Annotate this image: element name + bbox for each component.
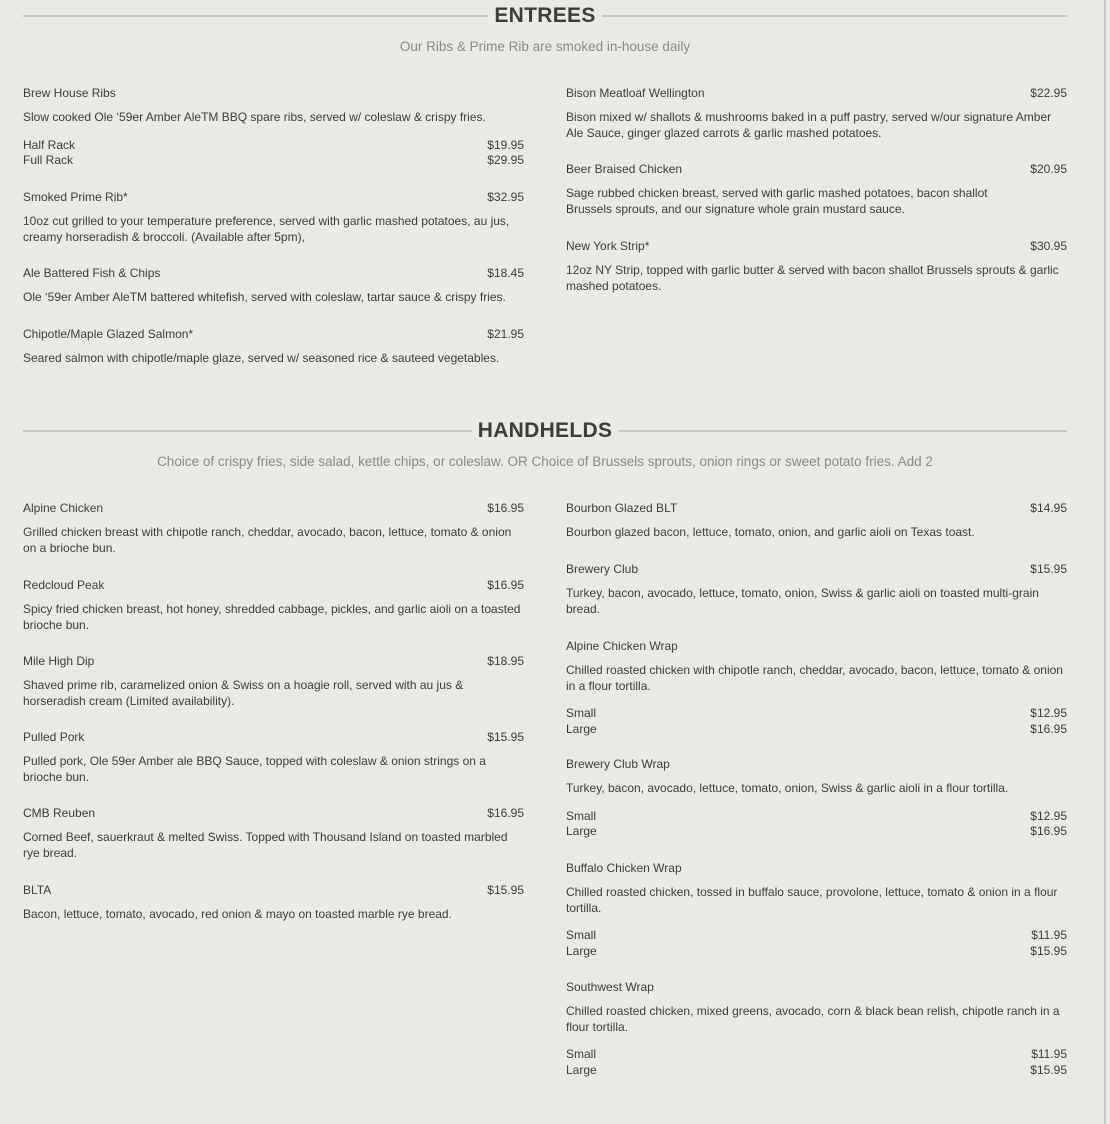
item-name: Alpine Chicken bbox=[23, 501, 104, 515]
size-label: Large bbox=[566, 721, 597, 736]
item-description: Chilled roasted chicken, mixed greens, avocado, corn & black bean relish, chipotle ranch in a flour tortilla. bbox=[566, 1004, 1060, 1034]
menu-item bbox=[566, 501, 1067, 541]
entrees-header bbox=[23, 1, 1067, 31]
menu-item bbox=[23, 578, 524, 633]
handhelds-header bbox=[23, 416, 1067, 446]
menu-item bbox=[566, 861, 1067, 959]
size-price: $19.95 bbox=[487, 137, 524, 152]
item-description: Turkey, bacon, avocado, lettuce, tomato, onion, Swiss & garlic aioli on toasted multi-grain bread. bbox=[566, 586, 1039, 616]
size-label: Half Rack bbox=[23, 137, 76, 152]
item-name: Bison Meatloaf Wellington bbox=[566, 86, 705, 100]
item-price: $22.95 bbox=[1030, 86, 1067, 100]
size-label: Large bbox=[566, 943, 597, 958]
item-price: $14.95 bbox=[1030, 501, 1067, 515]
item-description: 10oz cut grilled to your temperature preference, served with garlic mashed potatoes, au jus, creamy horseradish & broccoli. (Available after 5pm), bbox=[23, 214, 510, 244]
item-description: Chilled roasted chicken with chipotle ranch, cheddar, avocado, bacon, lettuce, tomato & onion in a flour tortilla. bbox=[566, 663, 1063, 693]
item-price: $18.45 bbox=[487, 266, 524, 280]
item-description: Seared salmon with chipotle/maple glaze, served w/ seasoned rice & sauteed vegetables. bbox=[23, 351, 500, 365]
divider-line bbox=[23, 15, 488, 17]
size-options bbox=[23, 138, 524, 169]
item-name: Bourbon Glazed BLT bbox=[566, 501, 678, 515]
size-label: Small bbox=[566, 706, 597, 720]
menu-item bbox=[23, 730, 524, 785]
size-price: $16.95 bbox=[1030, 721, 1067, 736]
section-title: HANDHELDS bbox=[477, 419, 613, 442]
size-price: $12.95 bbox=[1030, 808, 1067, 823]
item-price: $21.95 bbox=[487, 327, 524, 341]
item-name: Buffalo Chicken Wrap bbox=[566, 861, 682, 875]
menu-item bbox=[23, 883, 524, 923]
menu-item bbox=[566, 239, 1067, 294]
menu-item bbox=[23, 806, 524, 861]
item-price: $16.95 bbox=[487, 578, 524, 592]
section-title: ENTREES bbox=[494, 4, 596, 27]
size-label: Large bbox=[566, 824, 597, 838]
size-price: $29.95 bbox=[487, 153, 524, 167]
item-name: Brewery Club bbox=[566, 562, 639, 576]
divider-line bbox=[618, 430, 1067, 432]
menu-item bbox=[566, 162, 1067, 217]
menu-item bbox=[23, 190, 524, 245]
item-price: $20.95 bbox=[1030, 162, 1067, 176]
divider-line bbox=[602, 15, 1067, 17]
menu-item bbox=[566, 639, 1067, 737]
size-label: Small bbox=[566, 808, 597, 823]
item-name: CMB Reuben bbox=[23, 806, 96, 820]
item-name: Mile High Dip bbox=[23, 654, 95, 668]
item-price: $18.95 bbox=[487, 654, 524, 668]
item-price: $15.95 bbox=[487, 730, 524, 744]
item-description: Slow cooked Ole ‘59er Amber AleTM BBQ spare ribs, served w/ coleslaw & crispy fries. bbox=[23, 110, 486, 124]
section-subtitle: Our Ribs & Prime Rib are smoked in-house daily bbox=[399, 39, 691, 54]
size-price: $11.95 bbox=[1031, 928, 1067, 942]
menu-item bbox=[566, 86, 1067, 141]
item-description: Corned Beef, sauerkraut & melted Swiss. Topped with Thousand Island on toasted marbled rye bread. bbox=[23, 830, 508, 860]
item-description: Sage rubbed chicken breast, served with garlic mashed potatoes, bacon shallot Brussels sprouts, and our signature whole grain mustard sauce. bbox=[566, 186, 988, 216]
item-name: Redcloud Peak bbox=[23, 578, 105, 592]
item-name: Southwest Wrap bbox=[566, 980, 654, 994]
size-options bbox=[566, 928, 1067, 959]
item-price: $15.95 bbox=[1030, 562, 1067, 576]
item-name: Alpine Chicken Wrap bbox=[566, 639, 678, 653]
menu-item bbox=[566, 562, 1067, 617]
item-description: Shaved prime rib, caramelized onion & Swiss on a hoagie roll, served with au jus & horseradish cream (Limited availability). bbox=[23, 678, 464, 708]
item-description: Spicy fried chicken breast, hot honey, shredded cabbage, pickles, and garlic aioli on a toasted brioche bun. bbox=[23, 602, 521, 632]
item-name: New York Strip* bbox=[566, 239, 650, 253]
size-price: $12.95 bbox=[1030, 706, 1067, 720]
item-price: $16.95 bbox=[487, 501, 524, 515]
size-price: $11.95 bbox=[1031, 1047, 1067, 1061]
section-subtitle: Choice of crispy fries, side salad, kettle chips, or coleslaw. OR Choice of Brussels sprouts, onion rings or sweet potato fries. Add 2 bbox=[157, 454, 933, 469]
size-label: Small bbox=[566, 928, 597, 942]
item-name: Brew House Ribs bbox=[23, 86, 116, 100]
item-description: Bourbon glazed bacon, lettuce, tomato, onion, and garlic aioli on Texas toast. bbox=[566, 525, 975, 539]
item-description: Grilled chicken breast with chipotle ranch, cheddar, avocado, bacon, lettuce, tomato & onion on a brioche bun. bbox=[23, 525, 512, 555]
item-description: 12oz NY Strip, topped with garlic butter & served with bacon shallot Brussels sprouts & garlic mashed potatoes. bbox=[566, 263, 1059, 293]
menu-item bbox=[23, 501, 524, 556]
menu-item bbox=[23, 266, 524, 306]
size-options bbox=[566, 809, 1067, 840]
item-description: Ole ‘59er Amber AleTM battered whitefish, served with coleslaw, tartar sauce & crispy fries. bbox=[23, 290, 506, 304]
menu-item bbox=[566, 757, 1067, 840]
item-name: Smoked Prime Rib* bbox=[23, 190, 128, 204]
menu-item bbox=[23, 327, 524, 367]
item-name: Chipotle/Maple Glazed Salmon* bbox=[23, 327, 194, 341]
item-price: $32.95 bbox=[487, 190, 524, 204]
size-label: Full Rack bbox=[23, 153, 74, 167]
divider-line bbox=[23, 430, 472, 432]
item-name: Beer Braised Chicken bbox=[566, 162, 683, 176]
item-name: BLTA bbox=[23, 883, 52, 897]
item-description: Bison mixed w/ shallots & mushrooms baked in a puff pastry, served w/our signature Amber Ale Sauce, ginger glazed carrots & garlic mashed potatoes. bbox=[566, 110, 1052, 140]
item-name: Ale Battered Fish & Chips bbox=[23, 266, 161, 280]
item-price: $30.95 bbox=[1030, 239, 1067, 253]
menu-item bbox=[566, 980, 1067, 1078]
item-name: Brewery Club Wrap bbox=[566, 757, 670, 771]
menu-item bbox=[23, 654, 524, 709]
scrollbar-edge[interactable] bbox=[1104, 0, 1106, 1124]
size-label: Large bbox=[566, 1062, 597, 1077]
item-description: Bacon, lettuce, tomato, avocado, red onion & mayo on toasted marble rye bread. bbox=[23, 907, 452, 921]
item-price: $16.95 bbox=[487, 806, 524, 820]
size-label: Small bbox=[566, 1047, 597, 1061]
size-price: $15.95 bbox=[1030, 1062, 1067, 1077]
size-options bbox=[566, 706, 1067, 737]
size-options bbox=[566, 1047, 1067, 1078]
item-description: Turkey, bacon, avocado, lettuce, tomato, onion, Swiss & garlic aioli in a flour tortilla. bbox=[566, 781, 1009, 795]
menu-item bbox=[23, 86, 524, 169]
item-description: Pulled pork, Ole 59er Amber ale BBQ Sauce, topped with coleslaw & onion strings on a brioche bun. bbox=[23, 754, 486, 784]
size-price: $15.95 bbox=[1030, 943, 1067, 958]
item-price: $15.95 bbox=[487, 883, 524, 897]
item-name: Pulled Pork bbox=[23, 730, 85, 744]
size-price: $16.95 bbox=[1030, 824, 1067, 838]
item-description: Chilled roasted chicken, tossed in buffalo sauce, provolone, lettuce, tomato & onion in a flour tortilla. bbox=[566, 885, 1058, 915]
